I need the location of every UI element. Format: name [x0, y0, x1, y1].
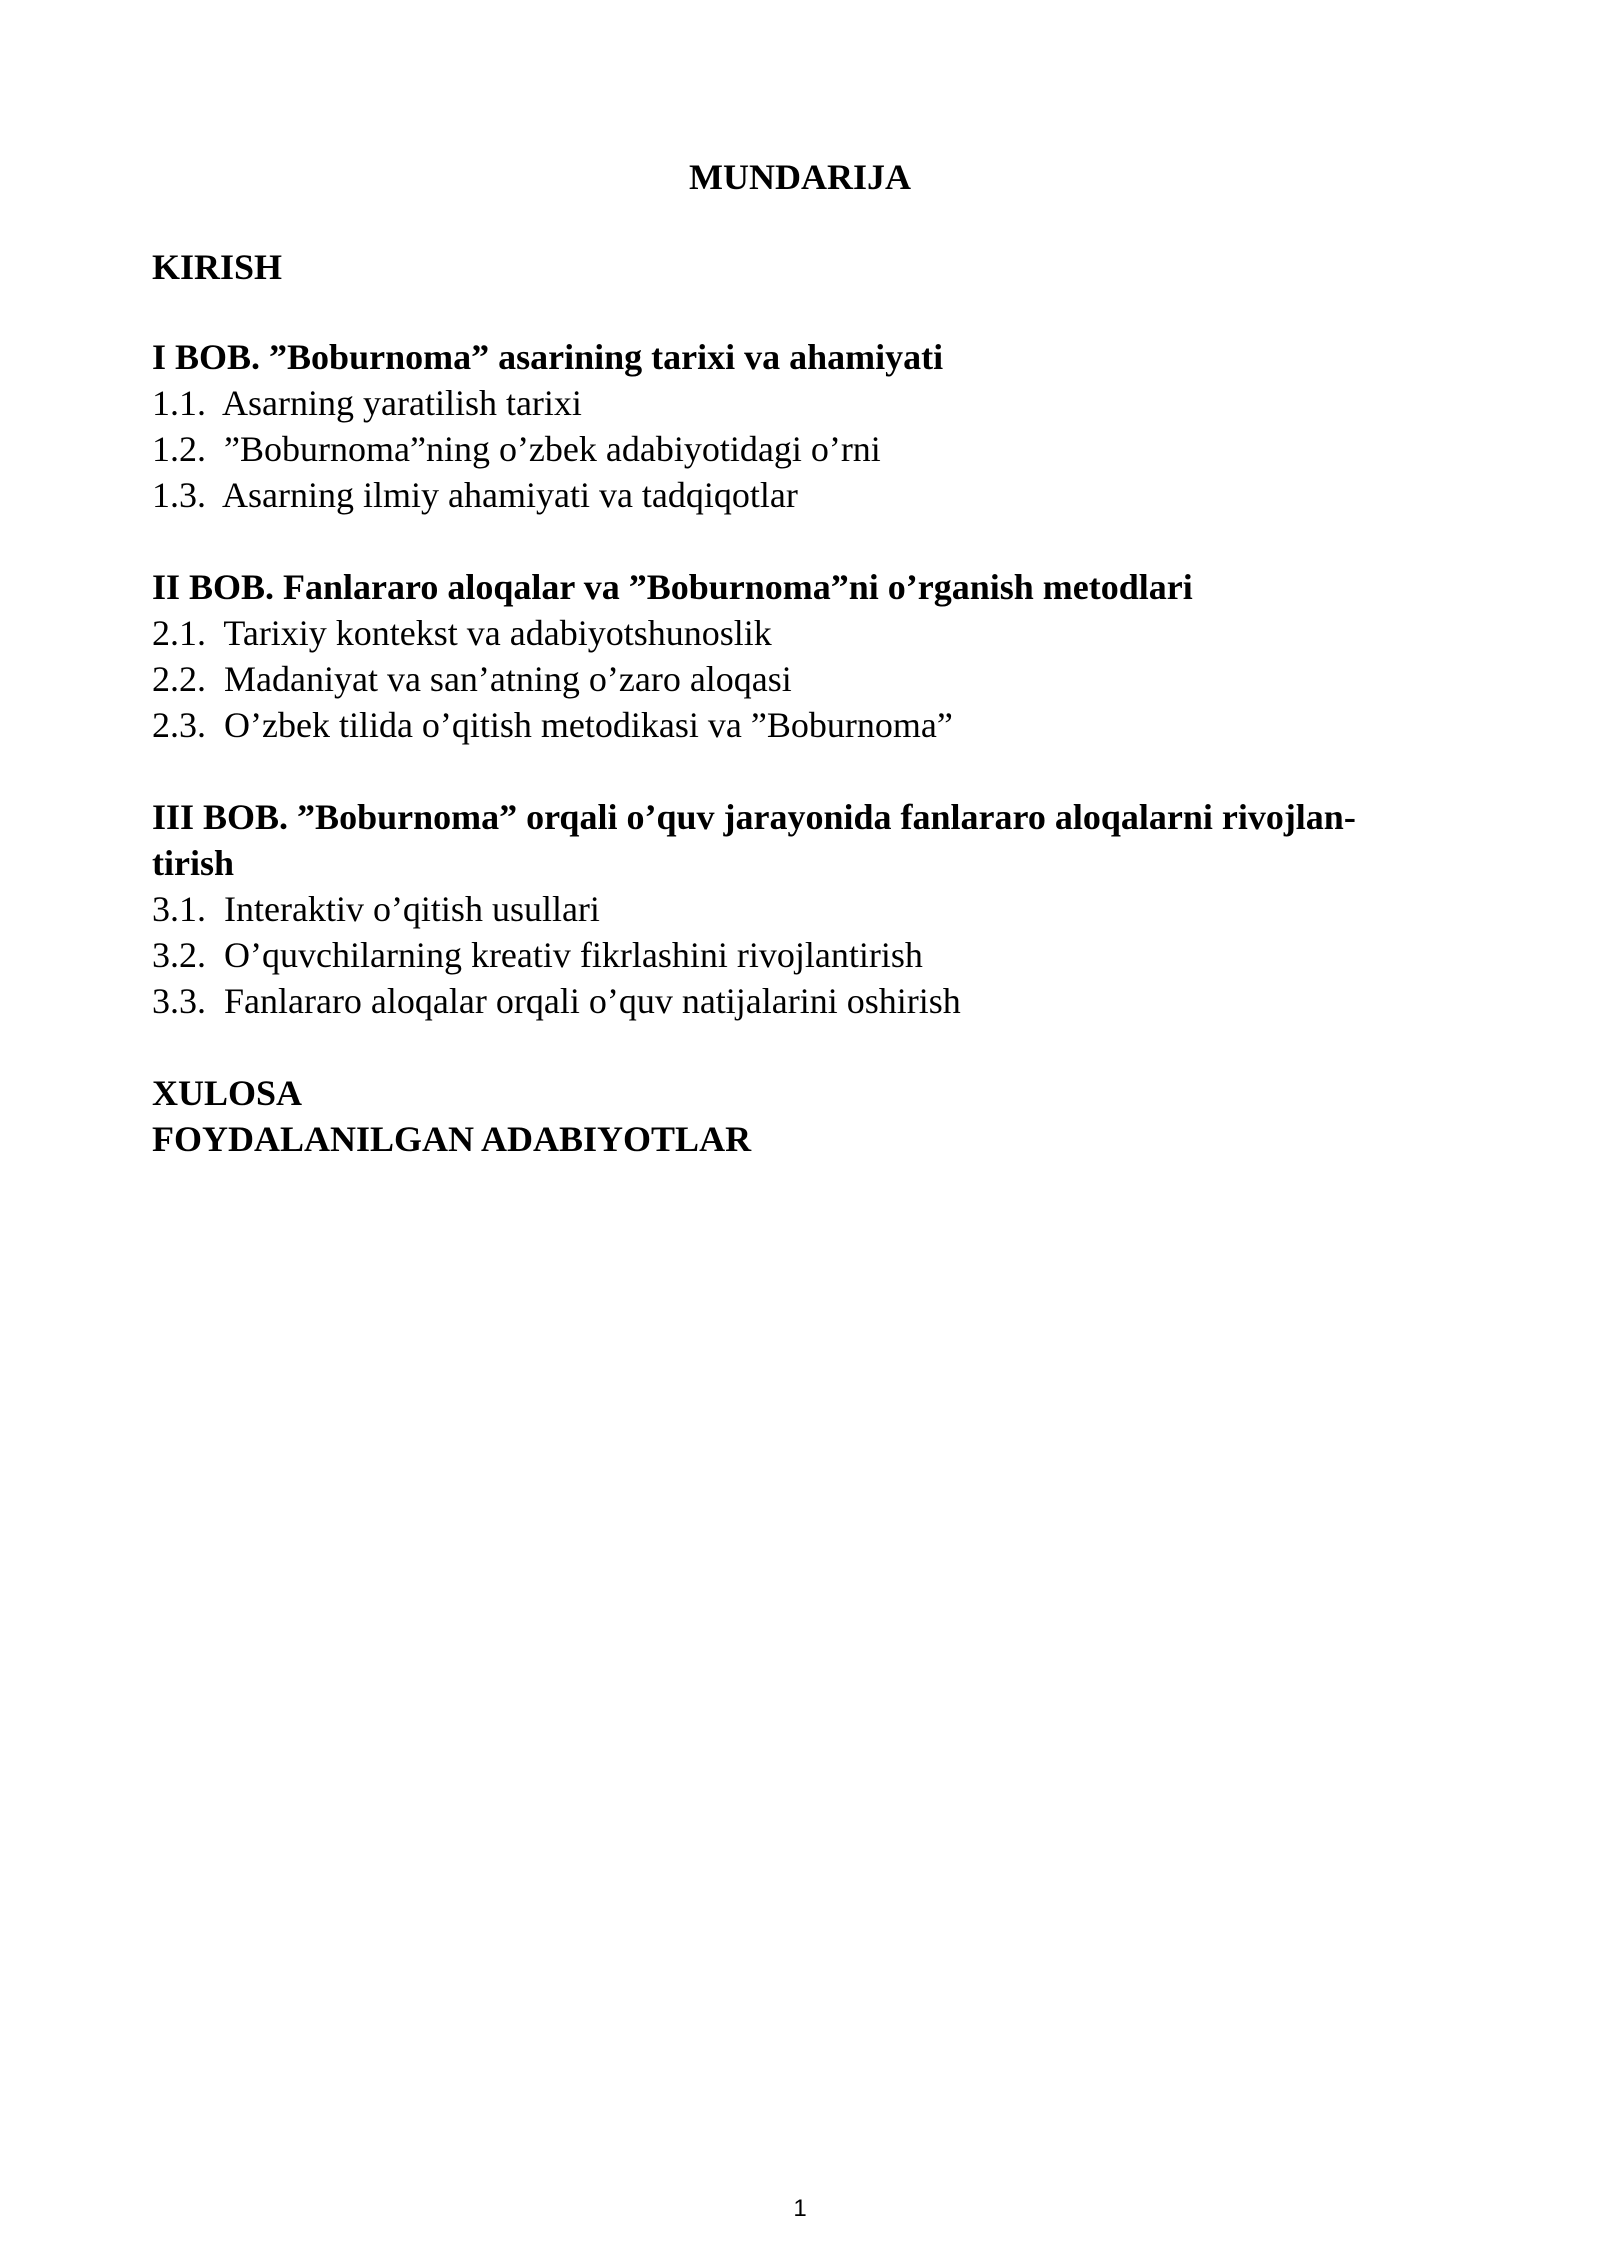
section-number: 2.1. [152, 613, 215, 653]
document-title: MUNDARIJA [689, 157, 911, 197]
section-number: 1.1. [152, 383, 215, 423]
toc-section-1-3 [152, 472, 1472, 518]
section-number: 3.1. [152, 889, 215, 929]
section-number: 3.2. [152, 935, 215, 975]
toc-introduction: KIRISH [152, 247, 283, 287]
section-title: Interaktiv o’qitish usullari [224, 889, 600, 929]
section-number: 2.2. [152, 659, 215, 699]
section-title: Madaniyat va san’atning o’zaro aloqasi [224, 659, 792, 699]
toc-section-2-3 [152, 702, 1472, 748]
toc-section-2-1 [152, 610, 1472, 656]
section-title: O’quvchilarning kreativ fikrlashini rivojlantirish [224, 935, 923, 975]
chapter-3-heading-line-1: III BOB. ”Boburnoma” orqali o’quv jarayonida fanlararo aloqalarni rivojlan- [152, 797, 1356, 837]
section-number: 1.2. [152, 429, 215, 469]
toc-section-3-2 [152, 932, 1472, 978]
toc-section-1-1 [152, 380, 1472, 426]
chapter-3-heading-line-2: tirish [152, 843, 235, 883]
toc-conclusion: XULOSA [152, 1073, 303, 1113]
chapter-2-heading: II BOB. Fanlararo aloqalar va ”Boburnoma”ni o’rganish metodlari [152, 567, 1193, 607]
section-title: ”Boburnoma”ning o’zbek adabiyotidagi o’rni [224, 429, 881, 469]
toc-section-1-2 [152, 426, 1472, 472]
toc-section-3-1 [152, 886, 1472, 932]
section-title: O’zbek tilida o’qitish metodikasi va ”Boburnoma” [224, 705, 953, 745]
section-title: Fanlararo aloqalar orqali o’quv natijalarini oshirish [224, 981, 961, 1021]
section-title: Asarning ilmiy ahamiyati va tadqiqotlar [222, 475, 798, 515]
chapter-1-heading: I BOB. ”Boburnoma” asarining tarixi va ahamiyati [152, 337, 944, 377]
toc-references: FOYDALANILGAN ADABIYOTLAR [152, 1119, 752, 1159]
page-number: 1 [793, 2195, 807, 2222]
section-title: Tarixiy kontekst va adabiyotshunoslik [223, 613, 772, 653]
section-number: 2.3. [152, 705, 215, 745]
toc-section-2-2 [152, 656, 1472, 702]
section-number: 1.3. [152, 475, 215, 515]
toc-section-3-3 [152, 978, 1472, 1024]
section-title: Asarning yaratilish tarixi [222, 383, 582, 423]
section-number: 3.3. [152, 981, 215, 1021]
